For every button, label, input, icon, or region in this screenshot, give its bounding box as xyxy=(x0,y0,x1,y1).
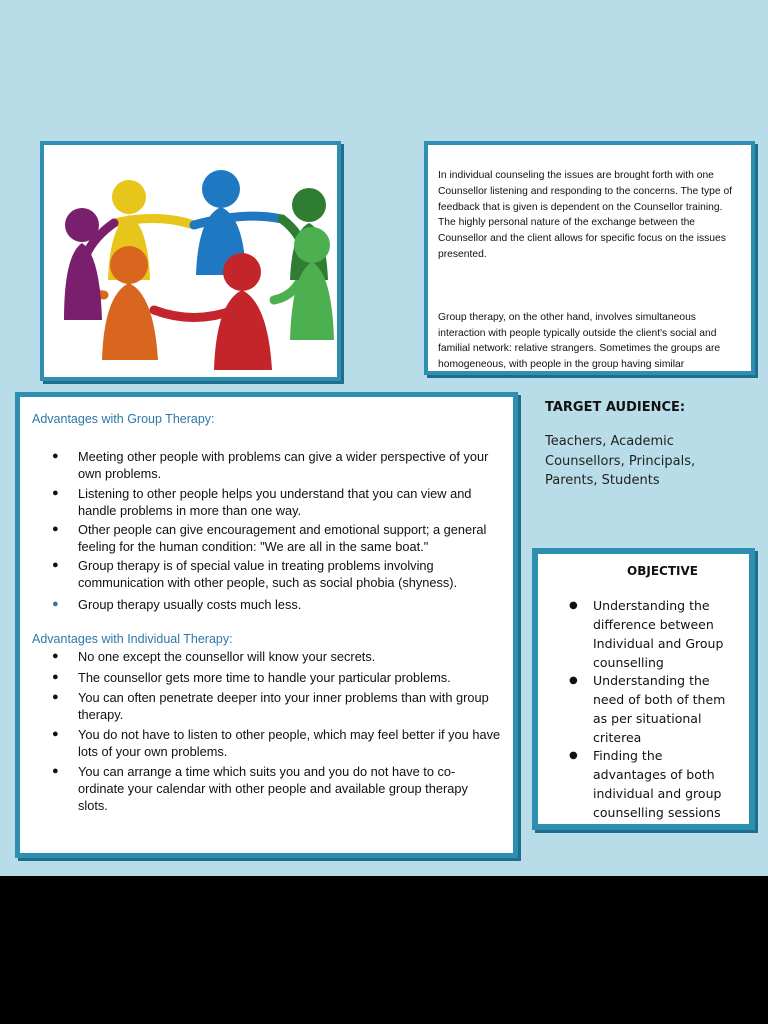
target-audience xyxy=(545,398,745,491)
bullet-icon: ● xyxy=(569,600,578,611)
bullet-icon: ● xyxy=(569,750,578,761)
list-item: ● You can often penetrate deeper into your inner problems than with group therapy. xyxy=(52,690,489,722)
bullet-icon: ● xyxy=(52,728,59,740)
objective-heading: OBJECTIVE xyxy=(627,564,698,578)
figures-illustration xyxy=(44,145,337,377)
intro-paragraph-group: Group therapy, on the other hand, involves simultaneous interaction with people typically outside the client's social and familial network: relative strangers. Sometimes the groups are homogeneous, with people in the group having similar xyxy=(438,311,721,371)
objective-list xyxy=(552,596,735,822)
list-item: ● Group therapy is of special value in treating problems involving communication with other people, such as social phobia (shyness). xyxy=(52,558,458,590)
bullet-icon: ● xyxy=(52,671,59,683)
list-item: ● You can arrange a time which suits you and you do not have to co-ordinate your calendar with other people and available group therapy slots. xyxy=(52,764,468,813)
advantages-box xyxy=(15,392,518,858)
list-item: ● Meeting other people with problems can give a wider perspective of your own problems. xyxy=(52,449,489,481)
list-item: ● No one except the counsellor will know your secrets. xyxy=(52,649,376,664)
objective-box xyxy=(532,548,755,830)
list-item: ● Finding the advantages of both individual and group counselling sessions xyxy=(569,748,722,820)
bullet-icon: ● xyxy=(569,675,578,686)
bullet-icon: ● xyxy=(52,450,59,462)
list-item: ● Group therapy usually costs much less. xyxy=(52,597,302,612)
list-item: ● Understanding the difference between Individual and Group counselling xyxy=(569,598,724,670)
list-item: ● The counsellor gets more time to handle your particular problems. xyxy=(52,670,451,685)
intro-text-box xyxy=(424,141,755,375)
people-circle-image xyxy=(40,141,341,381)
list-item: ● You do not have to listen to other people, which may feel better if you have lots of your own problems. xyxy=(52,727,501,759)
bullet-icon: ● xyxy=(52,559,59,571)
bullet-icon: ● xyxy=(52,598,59,610)
individual-advantages-heading: Advantages with Individual Therapy: xyxy=(32,632,233,646)
list-item: ● Understanding the need of both of them as per situational criterea xyxy=(569,673,726,745)
target-audience-heading: TARGET AUDIENCE: xyxy=(545,400,686,415)
group-advantages-heading: Advantages with Group Therapy: xyxy=(32,412,215,426)
bullet-icon: ● xyxy=(52,487,59,499)
list-item: ● Listening to other people helps you understand that you can view and handle problems in more than one way. xyxy=(52,486,472,518)
figure-purple xyxy=(64,208,102,320)
bullet-icon: ● xyxy=(52,691,59,703)
list-item: ● Other people can give encouragement and emotional support; a general feeling for the human condition: "We are all in the same boat." xyxy=(52,522,487,554)
figure-orange xyxy=(102,246,158,360)
intro-paragraph-individual: In individual counseling the issues are brought forth with one Counsellor listening and responding to the concerns. The type of feedback that is given is dependent on the Counsellor training. The highly personal nature of the exchange between the Counsellor and the client allows for specific focus on the issues presented. xyxy=(438,170,733,260)
bullet-icon: ● xyxy=(52,765,59,777)
individual-advantages-list xyxy=(32,648,501,814)
bullet-icon: ● xyxy=(52,650,59,662)
group-advantages-list xyxy=(32,448,501,613)
bullet-icon: ● xyxy=(52,523,59,535)
target-audience-body: Teachers, Academic Counsellors, Principals, Parents, Students xyxy=(545,434,696,488)
